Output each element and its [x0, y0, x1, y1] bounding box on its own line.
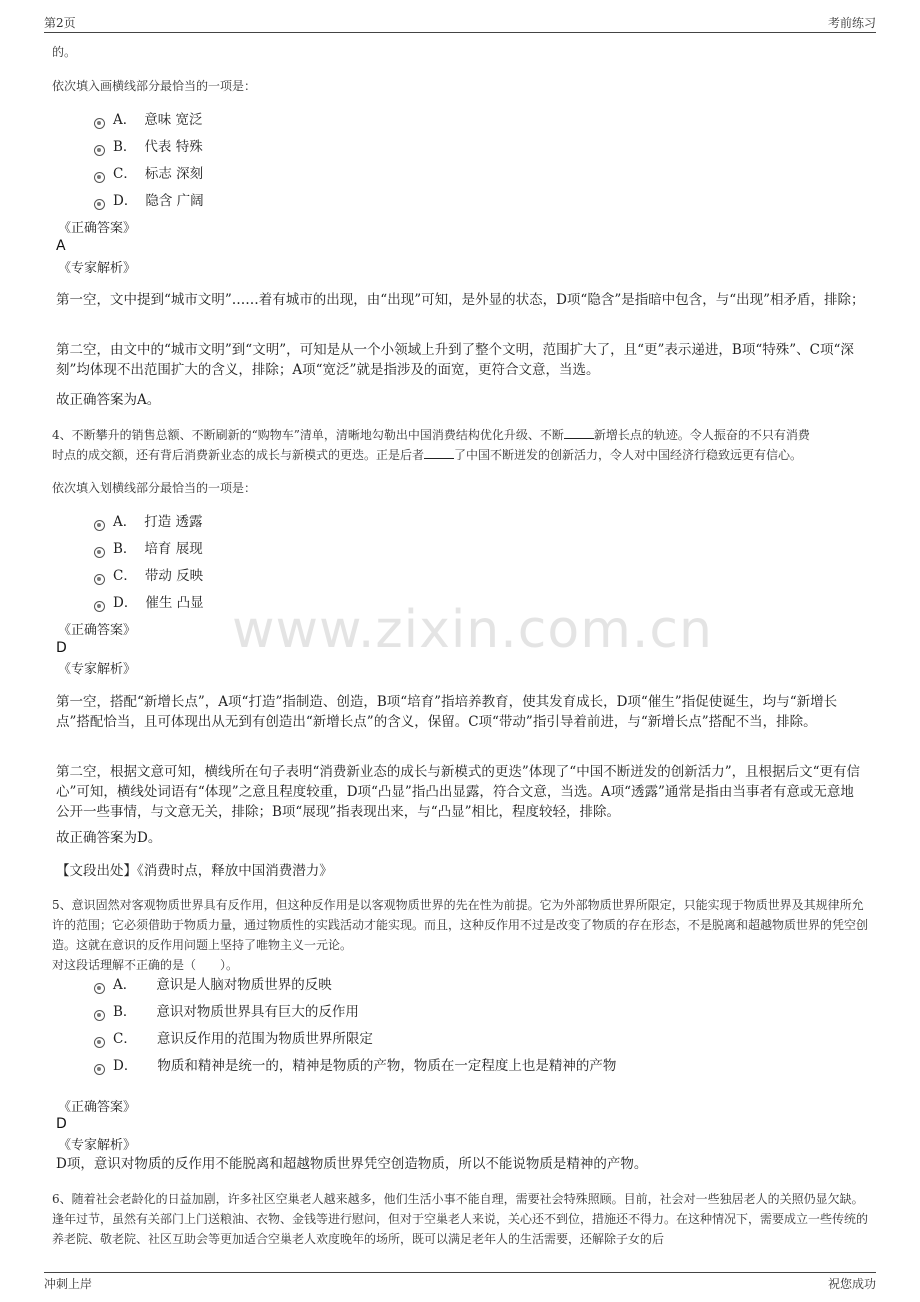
header-title: 考前练习	[827, 16, 876, 30]
option-key: D．	[113, 193, 138, 209]
radio-icon[interactable]	[94, 1064, 105, 1075]
q3-prompt: 依次填入画横线部分最恰当的一项是：	[52, 79, 257, 93]
q4-analysis-p1: 第一空，搭配“新增长点”，A项“打造”指制造、创造，B项“培育”指培养教育，使其发育成长，D项“催生”指促使诞生，均与“新增长点”搭配恰当，且可体现出从无到有创造出“新增长点”的含义，保留。C项“带动”指引导着前进，与“新增长点”搭配不当，排除。	[56, 694, 838, 730]
option-key: A．	[113, 514, 137, 530]
q5-answer: D	[56, 1116, 67, 1132]
fill-blank	[564, 426, 594, 439]
radio-icon[interactable]	[94, 983, 105, 994]
q4-stem-text: 4、不断攀升的销售总额、不断刷新的“购物车”清单，清晰地勾勒出中国消费结构优化升级、不断	[52, 428, 564, 442]
option-text: 代表 特殊	[144, 139, 203, 155]
radio-icon[interactable]	[94, 1010, 105, 1021]
q3-analysis-label: 《专家解析》	[58, 261, 137, 276]
q4-option-b[interactable]	[94, 539, 203, 559]
q4-option-c[interactable]	[94, 566, 203, 586]
option-text: 意味 宽泛	[144, 112, 203, 128]
radio-icon[interactable]	[94, 520, 105, 531]
q4-stem	[52, 425, 872, 465]
q5-option-d[interactable]	[94, 1056, 616, 1076]
page-footer	[44, 1272, 876, 1293]
q3-answer-label: 《正确答案》	[58, 221, 137, 236]
option-text: 标志 深刻	[144, 166, 204, 182]
q3-conclusion: 故正确答案为A。	[56, 392, 161, 408]
option-text: 催生 凸显	[145, 595, 204, 611]
option-key: C．	[113, 568, 137, 584]
q4-prompt: 依次填入划横线部分最恰当的一项是：	[52, 481, 257, 495]
radio-icon[interactable]	[94, 118, 105, 129]
option-key: C．	[113, 1031, 137, 1047]
q4-source: 【文段出处】《消费时点，释放中国消费潜力》	[56, 863, 333, 879]
option-text: 隐含 广阔	[145, 193, 204, 209]
q4-stem-text: 时点的成交额，还有背后消费新业态的成长与新模式的更迭。正是后者	[52, 448, 425, 462]
q3-answer: A	[56, 238, 66, 254]
watermark: www.zixin.com.cn	[232, 600, 713, 660]
q5-stem: 5、意识固然对客观物质世界具有反作用，但这种反作用是以客观物质世界的先在性为前提。它为外部物质世界所限定，只能实现于物质世界及其规律所允许的范围；它必须借助于物质力量，通过物质性的实践活动才能实现。而且，这种反作用不过是改变了物质的存在形态，不是脱离和超越物质世界的凭空创造。这就在意识的反作用问题上坚持了唯物主义一元论。	[52, 898, 869, 952]
radio-icon[interactable]	[94, 547, 105, 558]
q5-option-c[interactable]	[94, 1029, 373, 1049]
footer-right-text: 祝您成功	[827, 1277, 876, 1291]
radio-icon[interactable]	[94, 199, 105, 210]
q3-option-c[interactable]	[94, 164, 203, 184]
q5-answer-label: 《正确答案》	[58, 1100, 137, 1115]
q4-stem-text: 新增长点的轨迹。令人振奋的不只有消费	[593, 428, 810, 442]
option-text: 意识是人脑对物质世界的反映	[156, 977, 332, 993]
radio-icon[interactable]	[94, 574, 105, 585]
q3-analysis-p1: 第一空，文中提到“城市文明”……着有城市的出现，由“出现”可知，是外显的状态，D项“隐含”是指暗中包含，与“出现”相矛盾，排除；	[56, 292, 865, 308]
option-text: 意识对物质世界具有巨大的反作用	[156, 1004, 359, 1020]
option-key: A．	[113, 977, 137, 993]
q3-option-d[interactable]	[94, 191, 204, 211]
option-key: B．	[113, 541, 137, 557]
q4-stem-text: 了中国不断迸发的创新活力，令人对中国经济行稳致远更有信心。	[454, 448, 803, 462]
q4-analysis-p2: 第二空，根据文意可知，横线所在句子表明“消费新业态的成长与新模式的更迭”体现了“中国不断迸发的创新活力”，且根据后文“更有信心”可知，横线处词语有“体现”之意且程度较重，D项“凸显”指凸出显露，符合文意，当选。A项“透露”通常是指由当事者有意或无意地公开一些事情，与文意无关，排除；B项“展现”指表现出来，与“凸显”相比，程度较轻，排除。	[56, 764, 861, 820]
page-header	[44, 14, 876, 33]
footer-left-text: 冲刺上岸	[44, 1277, 93, 1291]
option-text: 意识反作用的范围为物质世界所限定	[156, 1031, 373, 1047]
page-number: 第2页	[44, 16, 76, 30]
q5-analysis-label: 《专家解析》	[58, 1138, 137, 1153]
q3-option-a[interactable]	[94, 110, 203, 130]
option-text: 带动 反映	[144, 568, 204, 584]
q3-analysis-p2: 第二空，由文中的“城市文明”到“文明”，可知是从一个小领域上升到了整个文明，范围扩大了，且“更”表示递进，B项“特殊”、C项“深刻”均体现不出范围扩大的含义，排除；A项“宽泛”就是指涉及的面宽，更符合文意，当选。	[56, 342, 854, 378]
q5-analysis-p1: D项，意识对物质的反作用不能脱离和超越物质世界凭空创造物质，所以不能说物质是精神的产物。	[56, 1156, 648, 1172]
option-key: C．	[113, 166, 137, 182]
q4-option-d[interactable]	[94, 593, 204, 613]
q5-question: 对这段话理解不正确的是（ ）。	[52, 958, 239, 972]
q6-stem: 6、随着社会老龄化的日益加剧，许多社区空巢老人越来越多，他们生活小事不能自理，需要社会特殊照顾。目前，社会对一些独居老人的关照仍显欠缺。逢年过节，虽然有关部门上门送粮油、衣物、金钱等进行慰问，但对于空巢老人来说，关心还不到位，措施还不得力。在这种情况下，需要成立一些传统的养老院、敬老院、社区互助会等更加适合空巢老人欢度晚年的场所，既可以满足老年人的生活需要，还解除子女的后	[52, 1192, 869, 1246]
option-key: D．	[113, 1058, 138, 1074]
radio-icon[interactable]	[94, 1037, 105, 1048]
q3-stem-tail: 的。	[52, 45, 77, 59]
radio-icon[interactable]	[94, 172, 105, 183]
q4-answer-label: 《正确答案》	[58, 623, 137, 638]
option-key: B．	[113, 1004, 137, 1020]
q5-option-a[interactable]	[94, 975, 332, 995]
option-key: D．	[113, 595, 138, 611]
option-key: B．	[113, 139, 137, 155]
option-text: 培育 展现	[144, 541, 203, 557]
q4-option-a[interactable]	[94, 512, 203, 532]
radio-icon[interactable]	[94, 601, 105, 612]
q4-conclusion: 故正确答案为D。	[56, 830, 162, 846]
q5-option-b[interactable]	[94, 1002, 359, 1022]
option-text: 物质和精神是统一的，精神是物质的产物，物质在一定程度上也是精神的产物	[157, 1058, 617, 1074]
radio-icon[interactable]	[94, 145, 105, 156]
fill-blank	[424, 446, 454, 459]
q4-answer: D	[56, 640, 67, 656]
option-text: 打造 透露	[144, 514, 203, 530]
q3-option-b[interactable]	[94, 137, 203, 157]
option-key: A．	[113, 112, 137, 128]
q4-analysis-label: 《专家解析》	[58, 662, 137, 677]
